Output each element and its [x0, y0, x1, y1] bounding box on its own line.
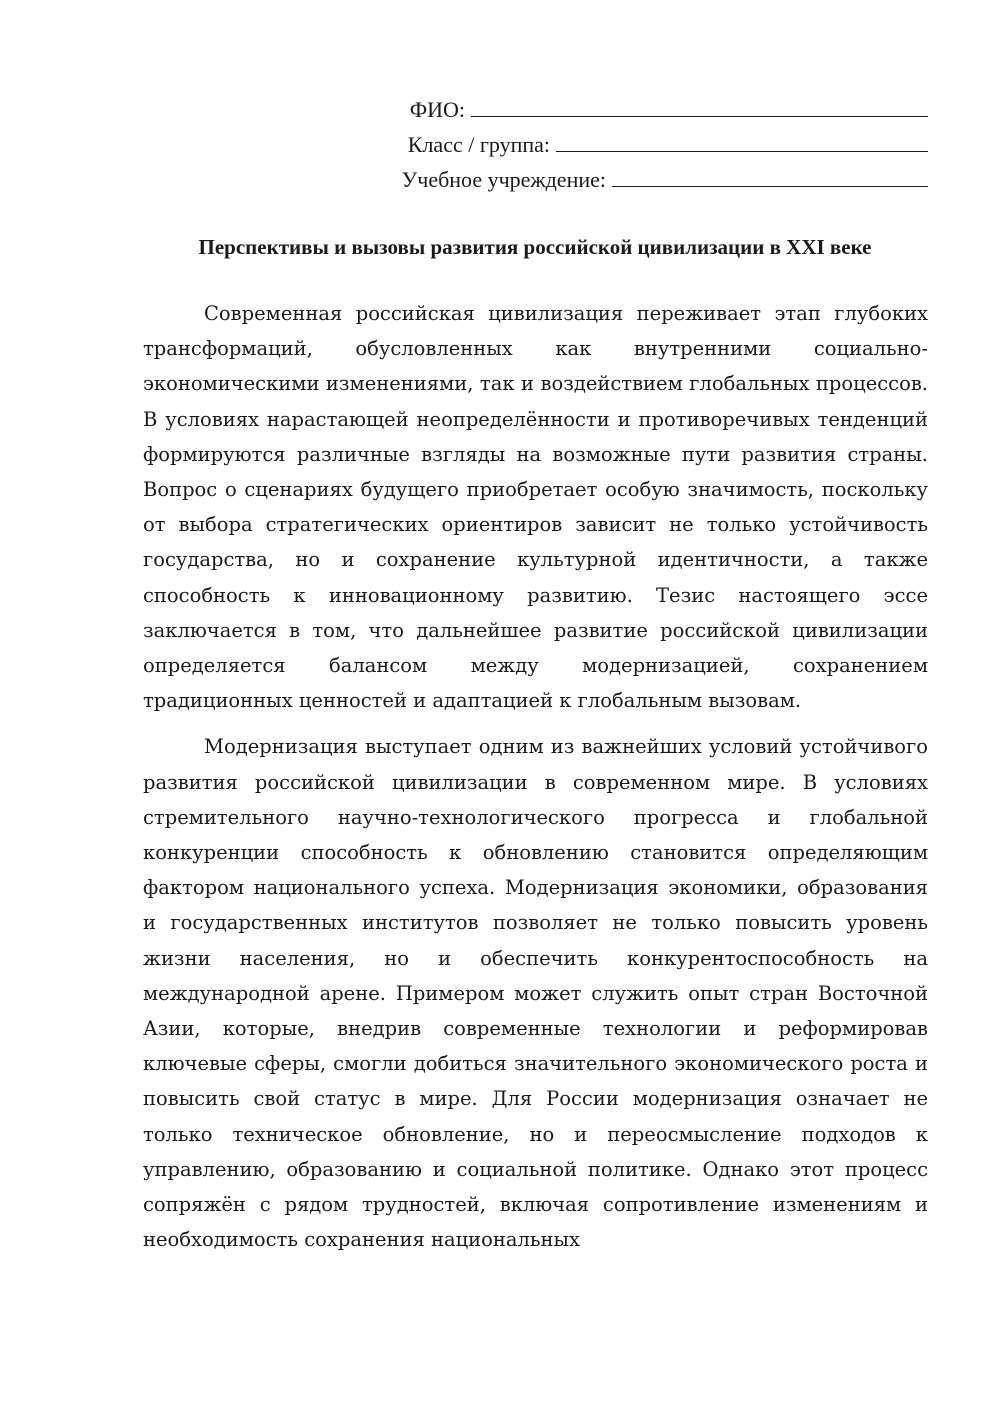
name-field-label: ФИО: [409, 97, 465, 122]
class-field-label: Класс / группа: [407, 132, 550, 157]
class-field-line [556, 131, 928, 152]
institution-field-row [300, 162, 928, 197]
paragraph-modernization: Модернизация выступает одним из важнейших условий устойчивого развития российской цивилизации в современном мире. В условиях стремительного научно-технологического прогресса и глобальной конкуренции способность к обновлению становится определяющим фактором национального успеха. Модернизация экономики, образования и государственных институтов позволяет не только повысить уровень жизни населения, но и обеспечить конкурентоспособность на международной арене. Примером может служить опыт стран Восточной Азии, которые, внедрив современные технологии и реформировав ключевые сферы, смогли добиться значительного экономического роста и повысить свой статус в мире. Для России модернизация означает не только техническое обновление, но и переосмысление подходов к управлению, образованию и социальной политике. Однако этот процесс сопряжён с рядом трудностей, включая сопротивление изменениям и необходимость сохранения национальных [143, 735, 928, 1252]
essay-title: Перспективы и вызовы развития российской цивилизации в XXI веке [198, 235, 872, 259]
institution-field-line [612, 166, 928, 187]
institution-field-label: Учебное учреждение: [401, 167, 606, 192]
class-field-row [300, 127, 928, 162]
name-field-row [300, 92, 928, 127]
essay-body [143, 296, 928, 1268]
name-field-line [471, 96, 928, 117]
student-info-header [300, 92, 928, 197]
paragraph-introduction: Современная российская цивилизация переживает этап глубоких трансформаций, обусловленных как внутренними социально-экономическими изменениями, так и воздействием глобальных процессов. В условиях нарастающей неопределённости и противоречивых тенденций формируются различные взгляды на возможные пути развития страны. Вопрос о сценариях будущего приобретает особую значимость, поскольку от выбора стратегических ориентиров зависит не только устойчивость государства, но и сохранение культурной идентичности, а также способность к инновационному развитию. Тезис настоящего эссе заключается в том, что дальнейшее развитие российской цивилизации определяется балансом между модернизацией, сохранением традиционных ценностей и адаптацией к глобальным вызовам. [143, 302, 928, 713]
